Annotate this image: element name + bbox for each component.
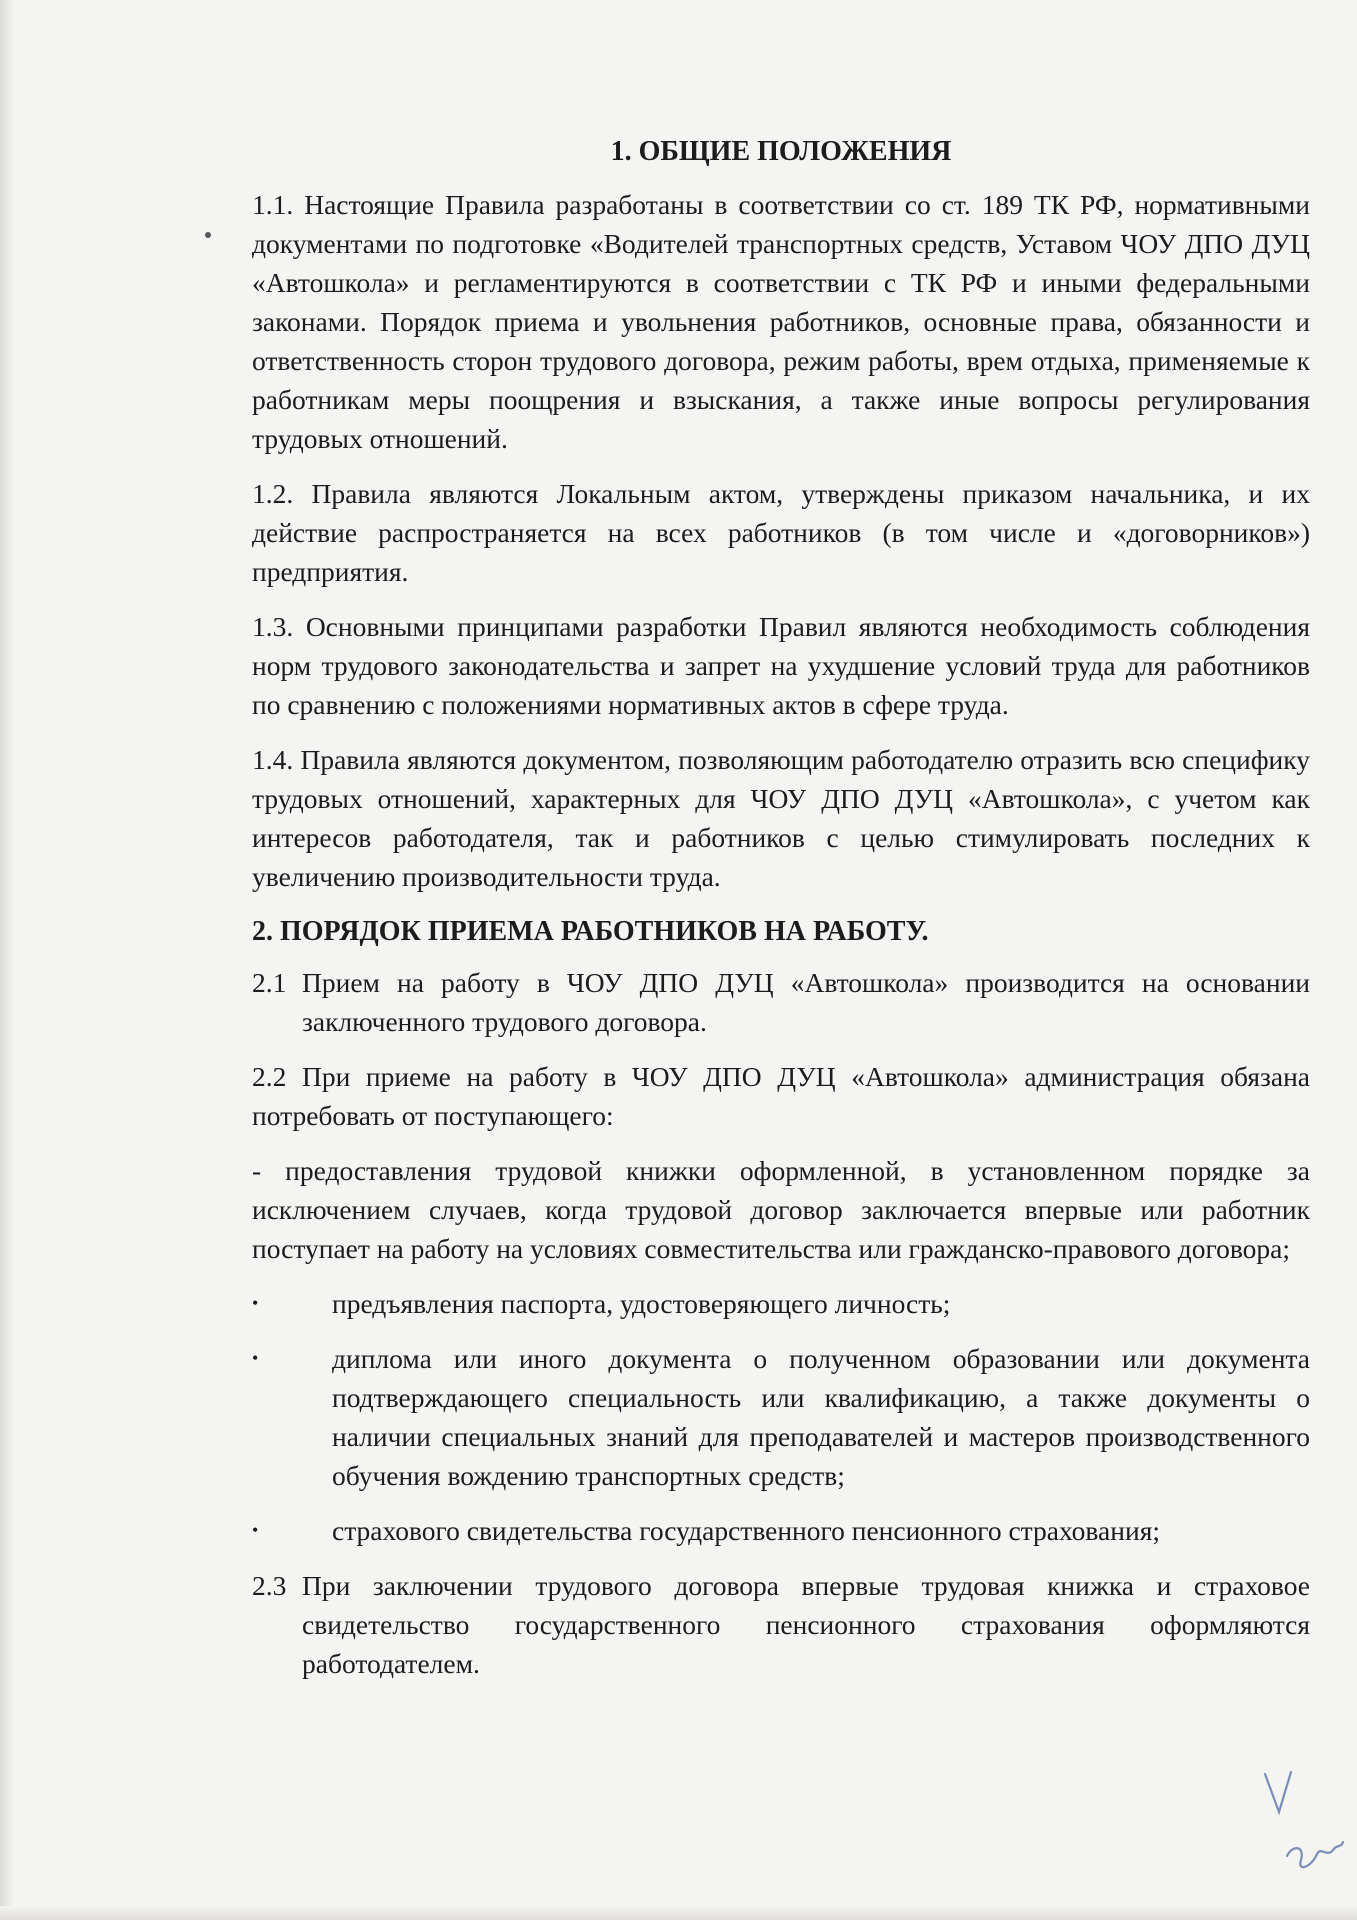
list-item-text: диплома или иного документа о полученном образовании или документа подтверждающего специальность или квалификацию, а также документы о наличии специальных знаний для преподавателей и мастеров производственного обучения вождению транспортных средств;: [332, 1343, 1310, 1491]
stray-ink-mark: [205, 232, 211, 238]
list-item-text: страхового свидетельства государственного пенсионного страхования;: [332, 1515, 1160, 1546]
list-item-text: предъявления паспорта, удостоверяющего личность;: [332, 1288, 951, 1319]
bullet-icon: •: [252, 1348, 259, 1368]
paragraph-2-2: 2.2 При приеме на работу в ЧОУ ДПО ДУЦ «Автошкола» администрация обязана потребовать от поступающего:: [252, 1061, 1310, 1131]
item-2-3-text: При заключении трудового договора впервые трудовая книжка и страховое свидетельство государственного пенсионного страхования оформляются работодателем.: [302, 1570, 1310, 1679]
paragraph-1-4: 1.4. Правила являются документом, позволяющим работодателю отразить всю специфику трудовых отношений, характерных для ЧОУ ДПО ДУЦ «Автошкола», с учетом как интересов работодателя, так и работников с целью стимулировать последних к увеличению производительности труда.: [252, 744, 1310, 892]
handwritten-signature: [1257, 1764, 1347, 1884]
paragraph-1-2: 1.2. Правила являются Локальным актом, утверждены приказом начальника, и их действие распространяется на всех работников (в том числе и «договорников») предприятия.: [252, 478, 1310, 587]
paragraph-dash-workbook: - предоставления трудовой книжки оформленной, в установленном порядке за исключением случаев, когда трудовой договор заключается впервые или работник поступает на работу на условиях совместительства или гражданско-правового договора;: [252, 1155, 1310, 1264]
list-item: [252, 1284, 1310, 1323]
scan-edge-bottom: [0, 1906, 1357, 1920]
document-page: [252, 132, 1310, 1699]
section-2-heading: 2. ПОРЯДОК ПРИЕМА РАБОТНИКОВ НА РАБОТУ.: [252, 916, 929, 947]
item-2-1-number: 2.1: [252, 967, 287, 998]
item-2-1: [252, 963, 1310, 1041]
item-2-1-text: Прием на работу в ЧОУ ДПО ДУЦ «Автошкола» производится на основании заключенного трудового договора.: [302, 967, 1310, 1037]
paragraph-1-3: 1.3. Основными принципами разработки Правил являются необходимость соблюдения норм трудового законодательства и запрет на ухудшение условий труда для работников по сравнению с положениями нормативных актов в сфере труда.: [252, 611, 1310, 720]
item-2-3-number: 2.3: [252, 1570, 287, 1601]
bullet-icon: •: [252, 1293, 259, 1313]
item-2-3: [252, 1566, 1310, 1683]
scan-edge-left: [0, 0, 14, 1920]
bullet-icon: •: [252, 1520, 259, 1540]
paragraph-1-1: 1.1. Настоящие Правила разработаны в соответствии со ст. 189 ТК РФ, нормативными документами по подготовке «Водителей транспортных средств, Уставом ЧОУ ДПО ДУЦ «Автошкола» и регламентируются в соответствии с ТК РФ и иными федеральными законами. Порядок приема и увольнения работников, основные права, обязанности и ответственность сторон трудового договора, режим работы, врем отдыха, применяемые к работникам меры поощрения и взыскания, а также иные вопросы регулирования трудовых отношений.: [252, 189, 1310, 454]
section-1-heading: 1. ОБЩИЕ ПОЛОЖЕНИЯ: [610, 136, 952, 167]
list-item: [252, 1339, 1310, 1495]
list-item: [252, 1511, 1310, 1550]
